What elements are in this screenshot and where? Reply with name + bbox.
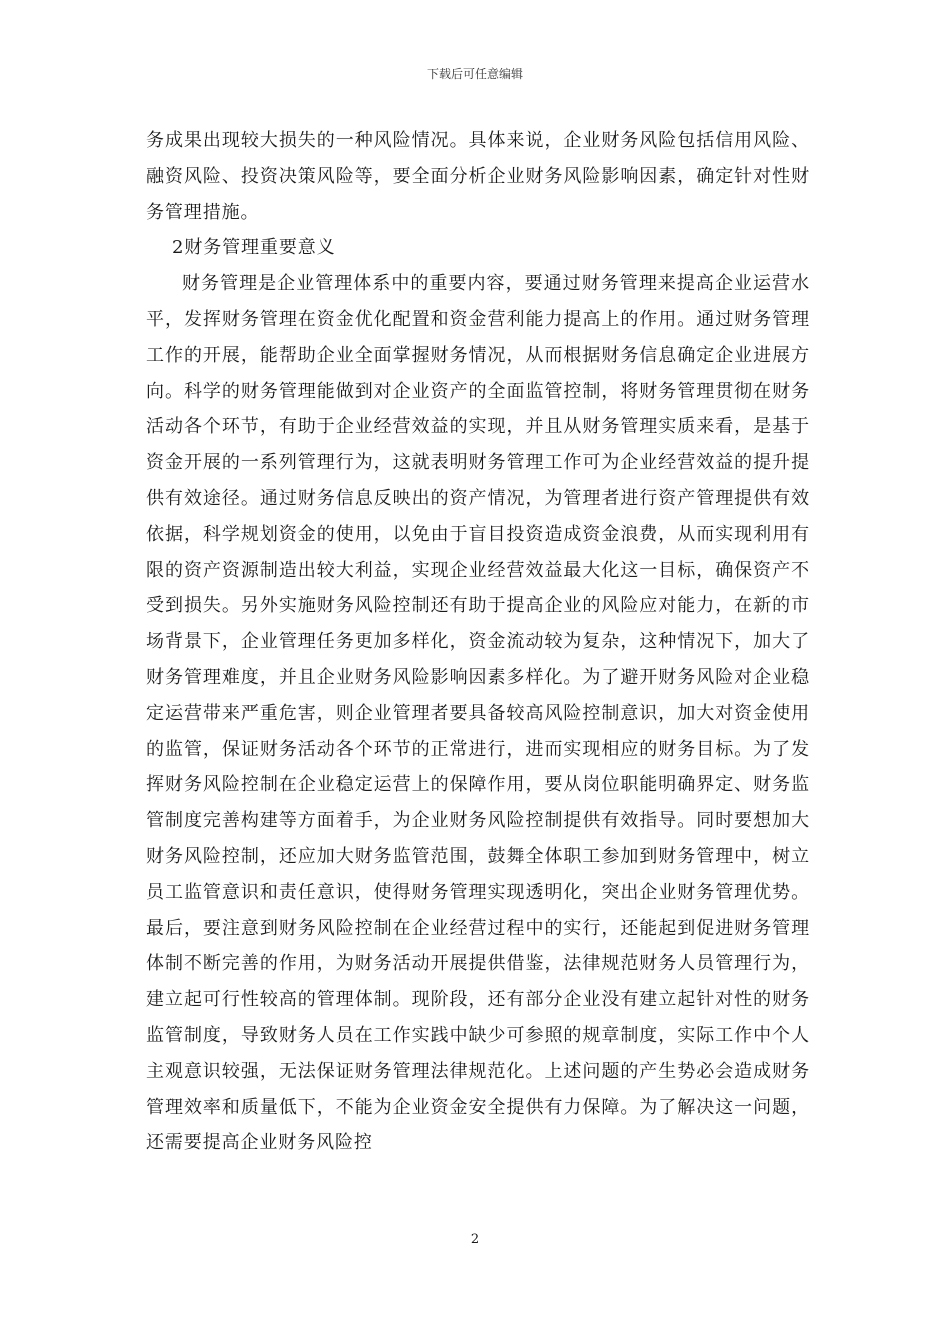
section-heading: 2财务管理重要意义 [172,237,336,259]
paragraph-main: 财务管理是企业管理体系中的重要内容，要通过财务管理来提高企业运营水平，发挥财务管理在资金优化配置和资金营利能力提高上的作用。通过财务管理工作的开展，能帮助企业全面掌握财务情况，从而根据财务信息确定企业进展方向。科学的财务管理能做到对企业资产的全面监管控制，将财务管理贯彻在财务活动各个环节，有助于企业经营效益的实现，并且从财务管理实质来看，是基于资金开展的一系列管理行为，这就表明财务管理工作可为企业经营效益的提升提供有效途径。通过财务信息反映出的资产情况，为管理者进行资产管理提供有效依据，科学规划资金的使用，以免由于盲目投资造成资金浪费，从而实现利用有限的资产资源制造出较大利益，实现企业经营效益最大化这一目标，确保资产不受到损失。另外实施财务风险控制还有助于提高企业的风险应对能力，在新的市场背景下，企业管理任务更加多样化，资金流动较为复杂，这种情况下，加大了财务管理难度，并且企业财务风险影响因素多样化。为了避开财务风险对企业稳定运营带来严重危害，则企业管理者要具备较高风险控制意识，加大对资金使用的监管，保证财务活动各个环节的正常进行，进而实现相应的财务目标。为了发挥财务风险控制在企业稳定运营上的保障作用，要从岗位职能明确界定、财务监管制度完善构建等方面着手，为企业财务风险控制提供有效指导。同时要想加大财务风险控制，还应加大财务监管范围，鼓舞全体职工参加到财务管理中，树立员工监管意识和责任意识，使得财务管理实现透明化，突出企业财务管理优势。最后，要注意到财务风险控制在企业经营过程中的实行，还能起到促进财务管理体制不断完善的作用，为财务活动开展提供借鉴，法律规范财务人员管理行为，建立起可行性较高的管理体制。现阶段，还有部分企业没有建立起针对性的财务监管制度，导致财务人员在工作实践中缺少可参照的规章制度，实际工作中个人主观意识较强，无法保证财务管理法律规范化。上述问题的产生势必会造成财务管理效率和质量低下，不能为企业资金安全提供有力保障。为了解决这一问题，还需要提高企业财务风险控 [146,273,810,1154]
page-number: 2 [470,1232,480,1247]
paragraph-continued: 务成果出现较大损失的一种风险情况。具体来说，企业财务风险包括信用风险、融资风险、投资决策风险等，要全面分析企业财务风险影响因素，确定针对性财务管理措施。 [146,130,810,223]
document-body [146,123,810,1161]
page-header: 下载后可任意编辑 [426,67,523,81]
